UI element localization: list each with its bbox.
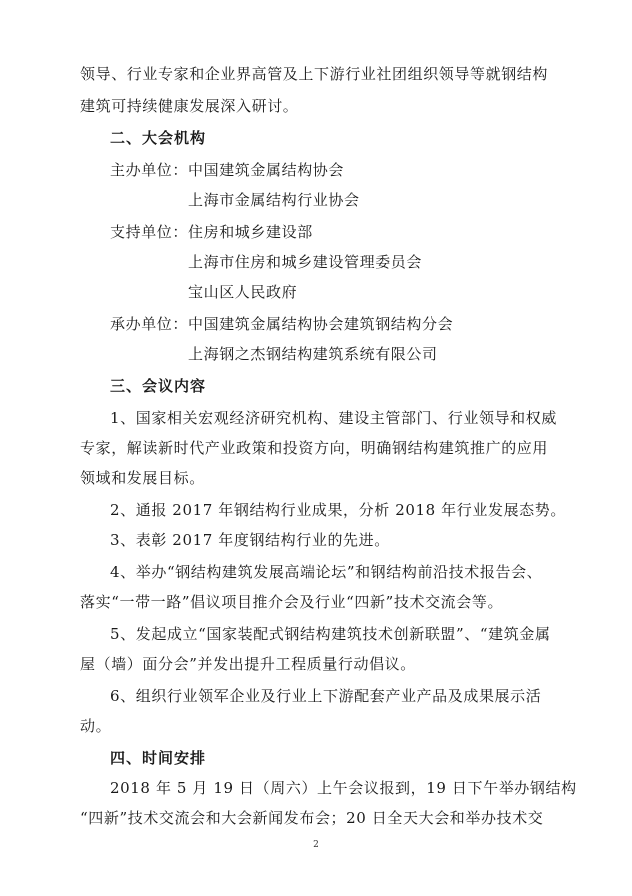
section-heading-content: 三、会议内容 — [110, 377, 207, 395]
section-heading-organization: 二、大会机构 — [110, 129, 207, 147]
content-item-line: 落实“一带一路”倡议项目推介会及行业“四新”技术交流会等。 — [80, 593, 504, 611]
body-text-line: 建筑可持续健康发展深入研讨。 — [80, 97, 299, 115]
content-item-line: 1、国家相关宏观经济研究机构、建设主管部门、行业领导和权威 — [110, 409, 557, 427]
content-item-line: 5、发起成立“国家装配式钢结构建筑技术创新联盟”、“建筑金属 — [110, 625, 551, 643]
content-item-line: 屋（墙）面分会”并发出提升工程质量行动倡议。 — [80, 655, 416, 673]
content-item-line: 3、表彰 2017 年度钢结构行业的先进。 — [110, 531, 390, 549]
body-text-line: 领导、行业专家和企业界高管及上下游行业社团组织领导等就钢结构 — [80, 65, 549, 83]
organizer-undertake-line: 上海钢之杰钢结构建筑系统有限公司 — [188, 345, 438, 363]
content-item-line: 4、举办“钢结构建筑发展高端论坛”和钢结构前沿技术报告会、 — [110, 563, 543, 581]
organizer-undertake-line: 承办单位：中国建筑金属结构协会建筑钢结构分会 — [110, 315, 454, 333]
content-item-line: 2、通报 2017 年钢结构行业成果，分析 2018 年行业发展态势。 — [110, 501, 566, 519]
page-number: 2 — [313, 840, 319, 850]
schedule-text-line: “四新”技术交流会和大会新闻发布会；20 日全天大会和举办技术交 — [80, 809, 544, 827]
schedule-text-line: 2018 年 5 月 19 日（周六）上午会议报到，19 日下午举办钢结构 — [110, 779, 577, 797]
organizer-host-line: 上海市金属结构行业协会 — [188, 191, 360, 209]
section-heading-schedule: 四、时间安排 — [110, 749, 207, 767]
content-item-line: 专家，解读新时代产业政策和投资方向，明确钢结构建筑推广的应用 — [80, 439, 549, 457]
content-item-line: 领域和发展目标。 — [80, 469, 205, 487]
organizer-support-line: 宝山区人民政府 — [188, 283, 298, 301]
organizer-support-line: 支持单位：住房和城乡建设部 — [110, 223, 313, 241]
organizer-support-line: 上海市住房和城乡建设管理委员会 — [188, 253, 423, 271]
content-item-line: 动。 — [80, 717, 112, 735]
organizer-host-line: 主办单位：中国建筑金属结构协会 — [110, 161, 345, 179]
content-item-line: 6、组织行业领军企业及行业上下游配套产业产品及成果展示活 — [110, 687, 542, 705]
